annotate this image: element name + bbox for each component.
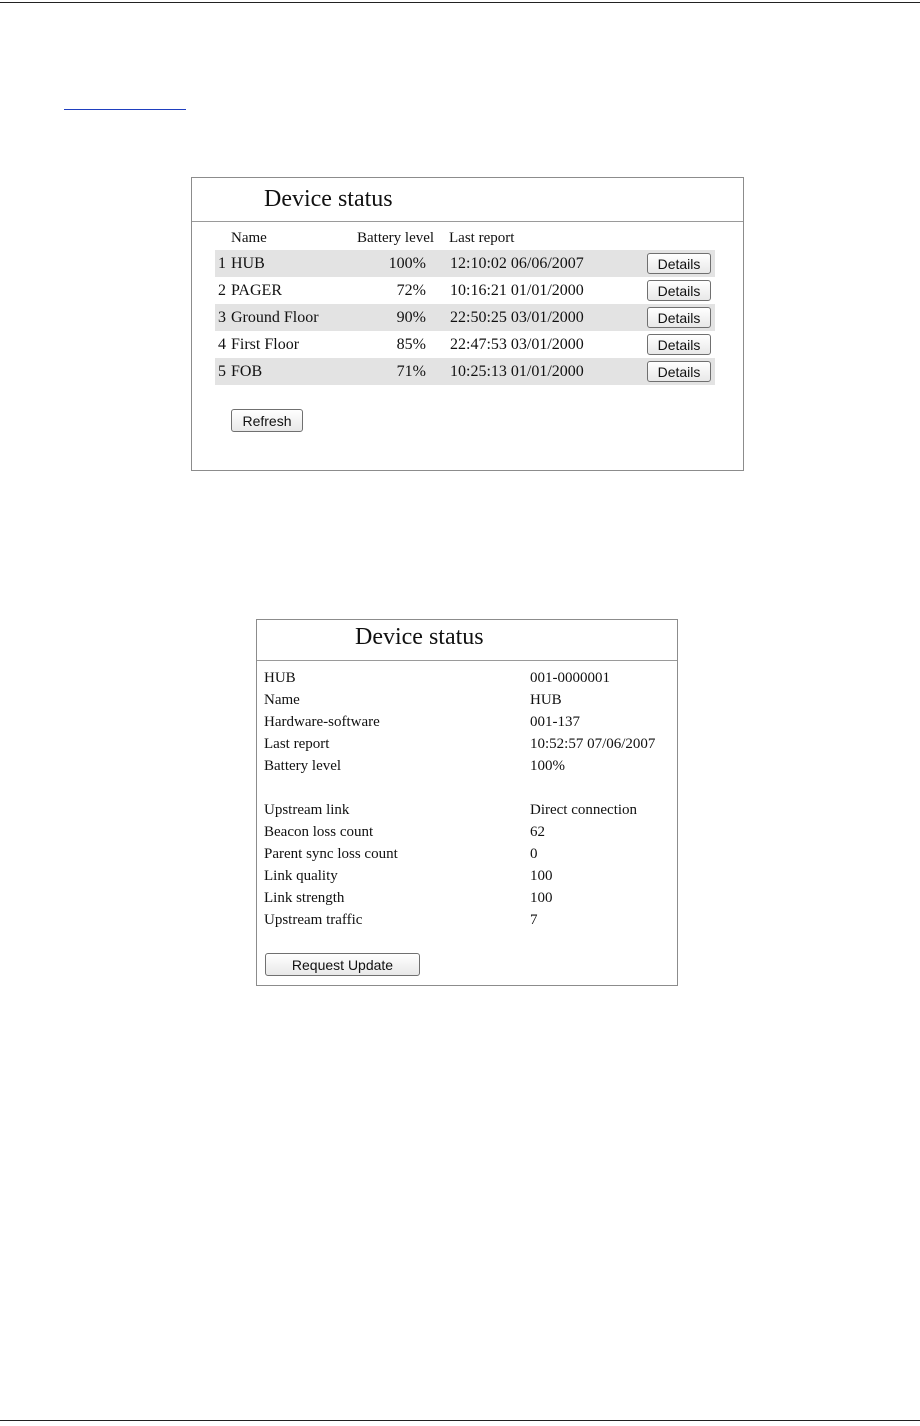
detail-label: Upstream traffic [264, 912, 363, 928]
detail-label: Battery level [264, 758, 342, 774]
last-report: 22:47:53 03/01/2000 [450, 336, 584, 353]
detail-value: Direct connection [530, 802, 638, 818]
detail-row-id [264, 668, 674, 690]
details-button[interactable]: Details [647, 334, 711, 355]
detail-value: 0 [530, 846, 538, 862]
row-number: 5 [218, 363, 226, 380]
device-name: FOB [231, 363, 263, 380]
detail-value: 62 [530, 824, 545, 840]
device-list-title: Device status [264, 186, 393, 212]
device-list-header-row [192, 230, 743, 250]
link-underline[interactable] [64, 109, 186, 110]
detail-value: 001-137 [530, 714, 580, 730]
page-bottom-rule [0, 1420, 920, 1421]
details-button[interactable]: Details [647, 280, 711, 301]
details-button[interactable]: Details [647, 253, 711, 274]
row-number: 3 [218, 309, 226, 326]
detail-label: Last report [264, 736, 330, 752]
detail-value: HUB [530, 692, 562, 708]
column-header-battery: Battery level [357, 230, 435, 246]
detail-label: Hardware-software [264, 714, 380, 730]
detail-label: Upstream link [264, 802, 350, 818]
device-list-divider [192, 221, 743, 222]
detail-value: 100 [530, 868, 553, 884]
battery-level: 72% [396, 282, 426, 299]
device-list-rows [215, 250, 715, 385]
page-top-rule [0, 2, 920, 3]
battery-level: 90% [396, 309, 426, 326]
device-name: PAGER [231, 282, 282, 299]
detail-row-link-strength [264, 888, 674, 910]
battery-level: 85% [396, 336, 426, 353]
detail-row-upstream-link [264, 800, 674, 822]
detail-label: HUB [264, 670, 296, 686]
row-number: 1 [218, 255, 226, 272]
last-report: 10:16:21 01/01/2000 [450, 282, 584, 299]
table-row [215, 331, 715, 358]
device-detail-panel [256, 619, 678, 986]
refresh-button[interactable]: Refresh [231, 409, 303, 432]
detail-value: 7 [530, 912, 538, 928]
detail-row-last-report [264, 734, 674, 756]
detail-row-link-quality [264, 866, 674, 888]
table-row [215, 277, 715, 304]
detail-value: 001-0000001 [530, 670, 610, 686]
device-name: Ground Floor [231, 309, 319, 326]
detail-row-beacon-loss [264, 822, 674, 844]
column-header-name: Name [231, 230, 267, 246]
request-update-button[interactable]: Request Update [265, 953, 420, 976]
detail-row-upstream-traffic [264, 910, 674, 932]
table-row [215, 250, 715, 277]
detail-value: 10:52:57 07/06/2007 [530, 736, 656, 752]
detail-value: 100 [530, 890, 553, 906]
row-number: 2 [218, 282, 226, 299]
detail-label: Link quality [264, 868, 338, 884]
device-detail-title: Device status [355, 624, 484, 650]
last-report: 10:25:13 01/01/2000 [450, 363, 584, 380]
table-row [215, 358, 715, 385]
battery-level: 100% [388, 255, 426, 272]
detail-value: 100% [530, 758, 565, 774]
detail-row-hardware-software [264, 712, 674, 734]
device-name: First Floor [231, 336, 300, 353]
detail-row-battery-level [264, 756, 674, 778]
detail-row-parent-sync-loss [264, 844, 674, 866]
last-report: 12:10:02 06/06/2007 [450, 255, 584, 272]
row-number: 4 [218, 336, 226, 353]
detail-label: Name [264, 692, 300, 708]
detail-spacer [264, 778, 674, 800]
details-button[interactable]: Details [647, 307, 711, 328]
details-button[interactable]: Details [647, 361, 711, 382]
device-list-panel [191, 177, 744, 471]
device-detail-list [264, 668, 674, 932]
last-report: 22:50:25 03/01/2000 [450, 309, 584, 326]
battery-level: 71% [396, 363, 426, 380]
column-header-last-report: Last report [449, 230, 515, 246]
device-detail-divider [257, 660, 677, 661]
detail-label: Parent sync loss count [264, 846, 398, 862]
detail-label: Beacon loss count [264, 824, 374, 840]
detail-row-name [264, 690, 674, 712]
device-name: HUB [231, 255, 265, 272]
detail-label: Link strength [264, 890, 345, 906]
table-row [215, 304, 715, 331]
